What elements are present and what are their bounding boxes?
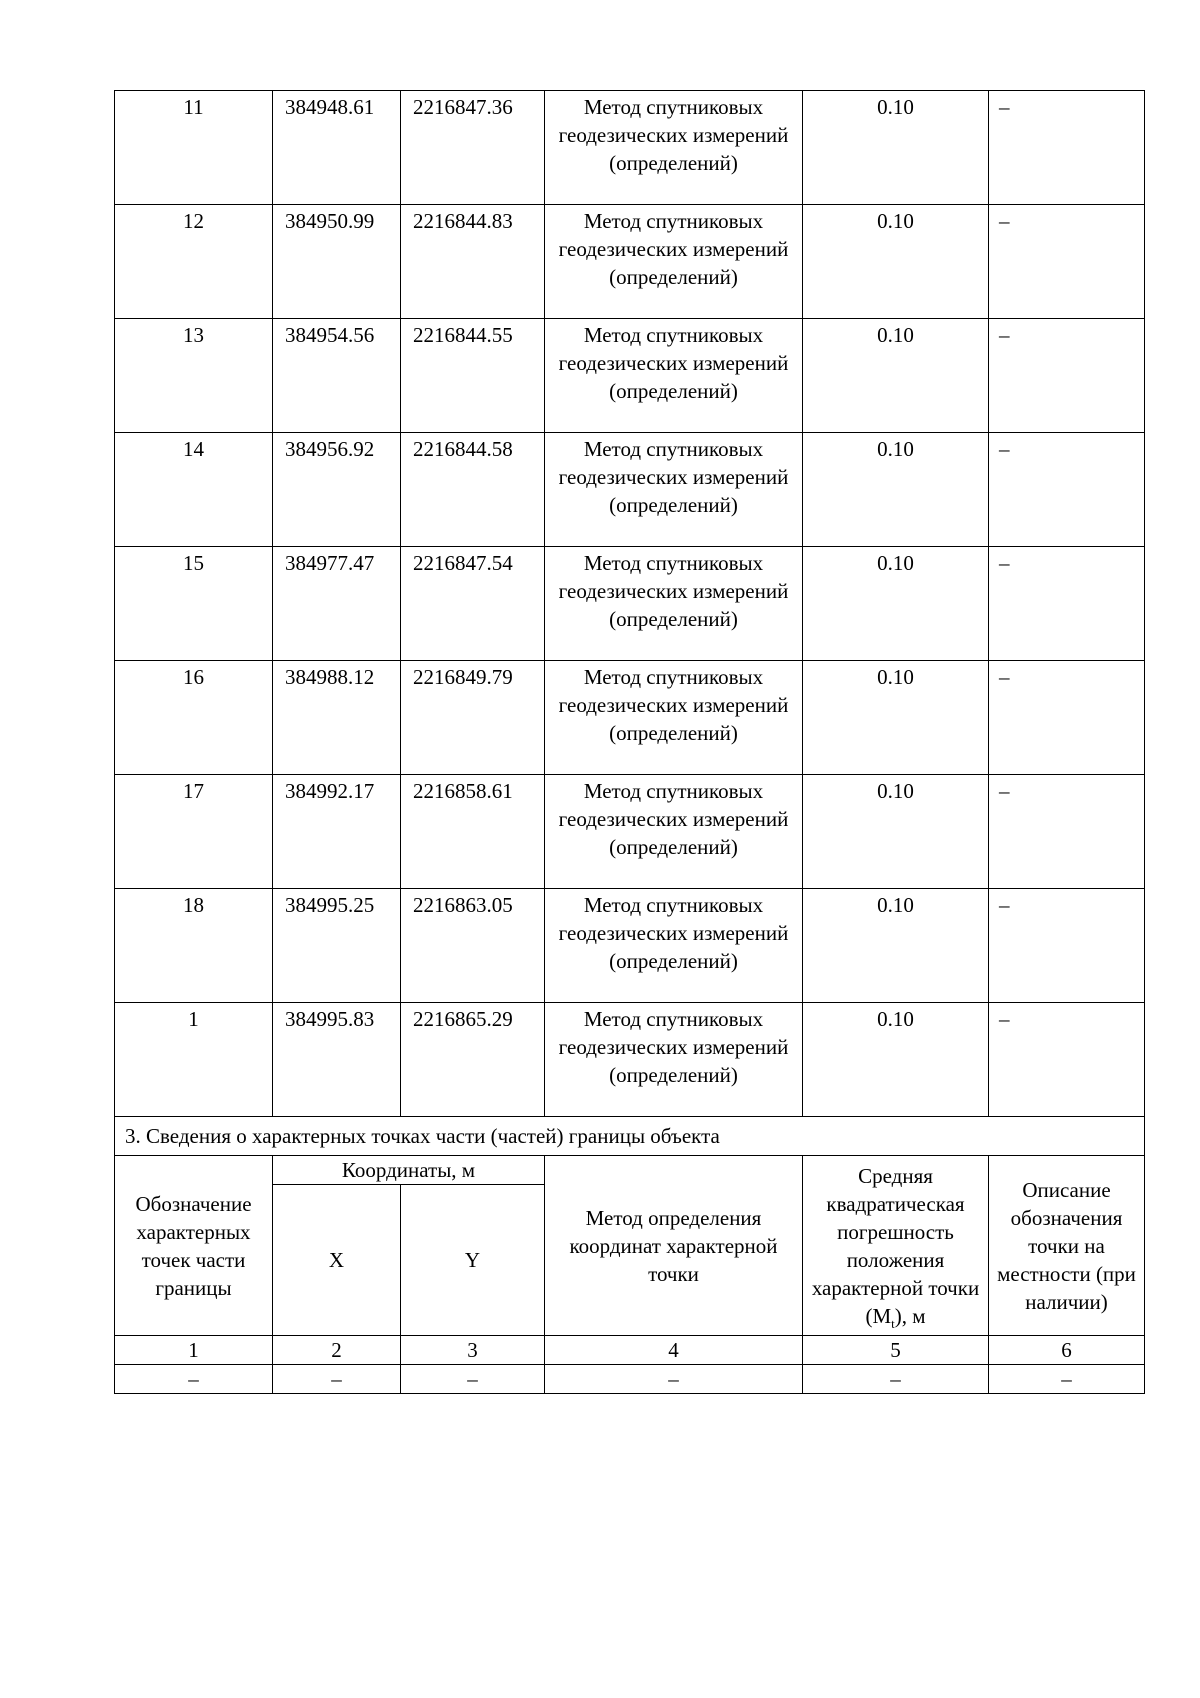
table-row — [115, 1003, 1145, 1117]
column-number: 6 — [989, 1336, 1145, 1365]
description-cell: – — [989, 775, 1145, 889]
description-cell: – — [989, 319, 1145, 433]
method-cell: Метод спутниковых геодезических измерений (определений) — [545, 1003, 803, 1117]
error-cell: 0.10 — [803, 91, 989, 205]
table-row — [115, 91, 1145, 205]
header-method: Метод определения координат характерной точки — [545, 1156, 803, 1336]
point-number: 15 — [115, 547, 273, 661]
method-cell: Метод спутниковых геодезических измерений (определений) — [545, 91, 803, 205]
point-number: 13 — [115, 319, 273, 433]
section3-header-row-1 — [115, 1156, 1145, 1185]
coord-y: 2216847.54 — [401, 547, 545, 661]
description-cell: – — [989, 433, 1145, 547]
coord-x: 384948.61 — [273, 91, 401, 205]
error-cell: 0.10 — [803, 433, 989, 547]
coord-x: 384995.25 — [273, 889, 401, 1003]
error-cell: 0.10 — [803, 1003, 989, 1117]
method-cell: Метод спутниковых геодезических измерений (определений) — [545, 433, 803, 547]
header-error-suffix: ), м — [894, 1303, 926, 1328]
header-y: Y — [401, 1185, 545, 1336]
description-cell: – — [989, 661, 1145, 775]
table-row — [115, 661, 1145, 775]
table-row — [115, 775, 1145, 889]
column-number: 2 — [273, 1336, 401, 1365]
method-cell: Метод спутниковых геодезических измерений (определений) — [545, 775, 803, 889]
section3-title-row — [115, 1117, 1145, 1156]
description-cell: – — [989, 205, 1145, 319]
coord-x: 384977.47 — [273, 547, 401, 661]
dash-cell: – — [115, 1365, 273, 1394]
point-number: 14 — [115, 433, 273, 547]
column-numbers-row — [115, 1336, 1145, 1365]
section3-empty-row — [115, 1365, 1145, 1394]
point-number: 11 — [115, 91, 273, 205]
dash-cell: – — [545, 1365, 803, 1394]
coord-y: 2216865.29 — [401, 1003, 545, 1117]
header-error-prefix: Средняя квадратическая погрешность положения характерной точки (M — [811, 1163, 980, 1328]
column-number: 3 — [401, 1336, 545, 1365]
error-cell: 0.10 — [803, 547, 989, 661]
table-row — [115, 547, 1145, 661]
table-row — [115, 889, 1145, 1003]
header-x: X — [273, 1185, 401, 1336]
coord-y: 2216863.05 — [401, 889, 545, 1003]
column-number: 1 — [115, 1336, 273, 1365]
characteristic-points-table — [114, 90, 1145, 1394]
error-cell: 0.10 — [803, 889, 989, 1003]
point-number: 18 — [115, 889, 273, 1003]
method-cell: Метод спутниковых геодезических измерений (определений) — [545, 319, 803, 433]
point-number: 1 — [115, 1003, 273, 1117]
coord-y: 2216844.83 — [401, 205, 545, 319]
coord-x: 384992.17 — [273, 775, 401, 889]
error-cell: 0.10 — [803, 205, 989, 319]
coord-x: 384956.92 — [273, 433, 401, 547]
table-row — [115, 319, 1145, 433]
dash-cell: – — [273, 1365, 401, 1394]
coord-y: 2216844.58 — [401, 433, 545, 547]
header-error-sub: t — [891, 1315, 895, 1331]
section3-body — [115, 1117, 1145, 1394]
point-number: 17 — [115, 775, 273, 889]
coord-x: 384988.12 — [273, 661, 401, 775]
coord-x: 384995.83 — [273, 1003, 401, 1117]
method-cell: Метод спутниковых геодезических измерений (определений) — [545, 547, 803, 661]
method-cell: Метод спутниковых геодезических измерений (определений) — [545, 889, 803, 1003]
points-table-body — [115, 91, 1145, 1117]
error-cell: 0.10 — [803, 319, 989, 433]
coord-y: 2216849.79 — [401, 661, 545, 775]
error-cell: 0.10 — [803, 775, 989, 889]
section3-title: 3. Сведения о характерных точках части (частей) границы объекта — [115, 1117, 1145, 1156]
table-row — [115, 205, 1145, 319]
header-coordinates: Координаты, м — [273, 1156, 545, 1185]
coord-x: 384954.56 — [273, 319, 401, 433]
error-cell: 0.10 — [803, 661, 989, 775]
point-number: 12 — [115, 205, 273, 319]
method-cell: Метод спутниковых геодезических измерений (определений) — [545, 205, 803, 319]
description-cell: – — [989, 91, 1145, 205]
header-error — [803, 1156, 989, 1336]
column-number: 5 — [803, 1336, 989, 1365]
description-cell: – — [989, 889, 1145, 1003]
description-cell: – — [989, 1003, 1145, 1117]
table-row — [115, 433, 1145, 547]
coord-y: 2216844.55 — [401, 319, 545, 433]
column-number: 4 — [545, 1336, 803, 1365]
coord-x: 384950.99 — [273, 205, 401, 319]
method-cell: Метод спутниковых геодезических измерений (определений) — [545, 661, 803, 775]
coord-y: 2216858.61 — [401, 775, 545, 889]
description-cell: – — [989, 547, 1145, 661]
header-designation: Обозначение характерных точек части границы — [115, 1156, 273, 1336]
dash-cell: – — [803, 1365, 989, 1394]
point-number: 16 — [115, 661, 273, 775]
coord-y: 2216847.36 — [401, 91, 545, 205]
dash-cell: – — [989, 1365, 1145, 1394]
dash-cell: – — [401, 1365, 545, 1394]
header-description: Описание обозначения точки на местности (при наличии) — [989, 1156, 1145, 1336]
